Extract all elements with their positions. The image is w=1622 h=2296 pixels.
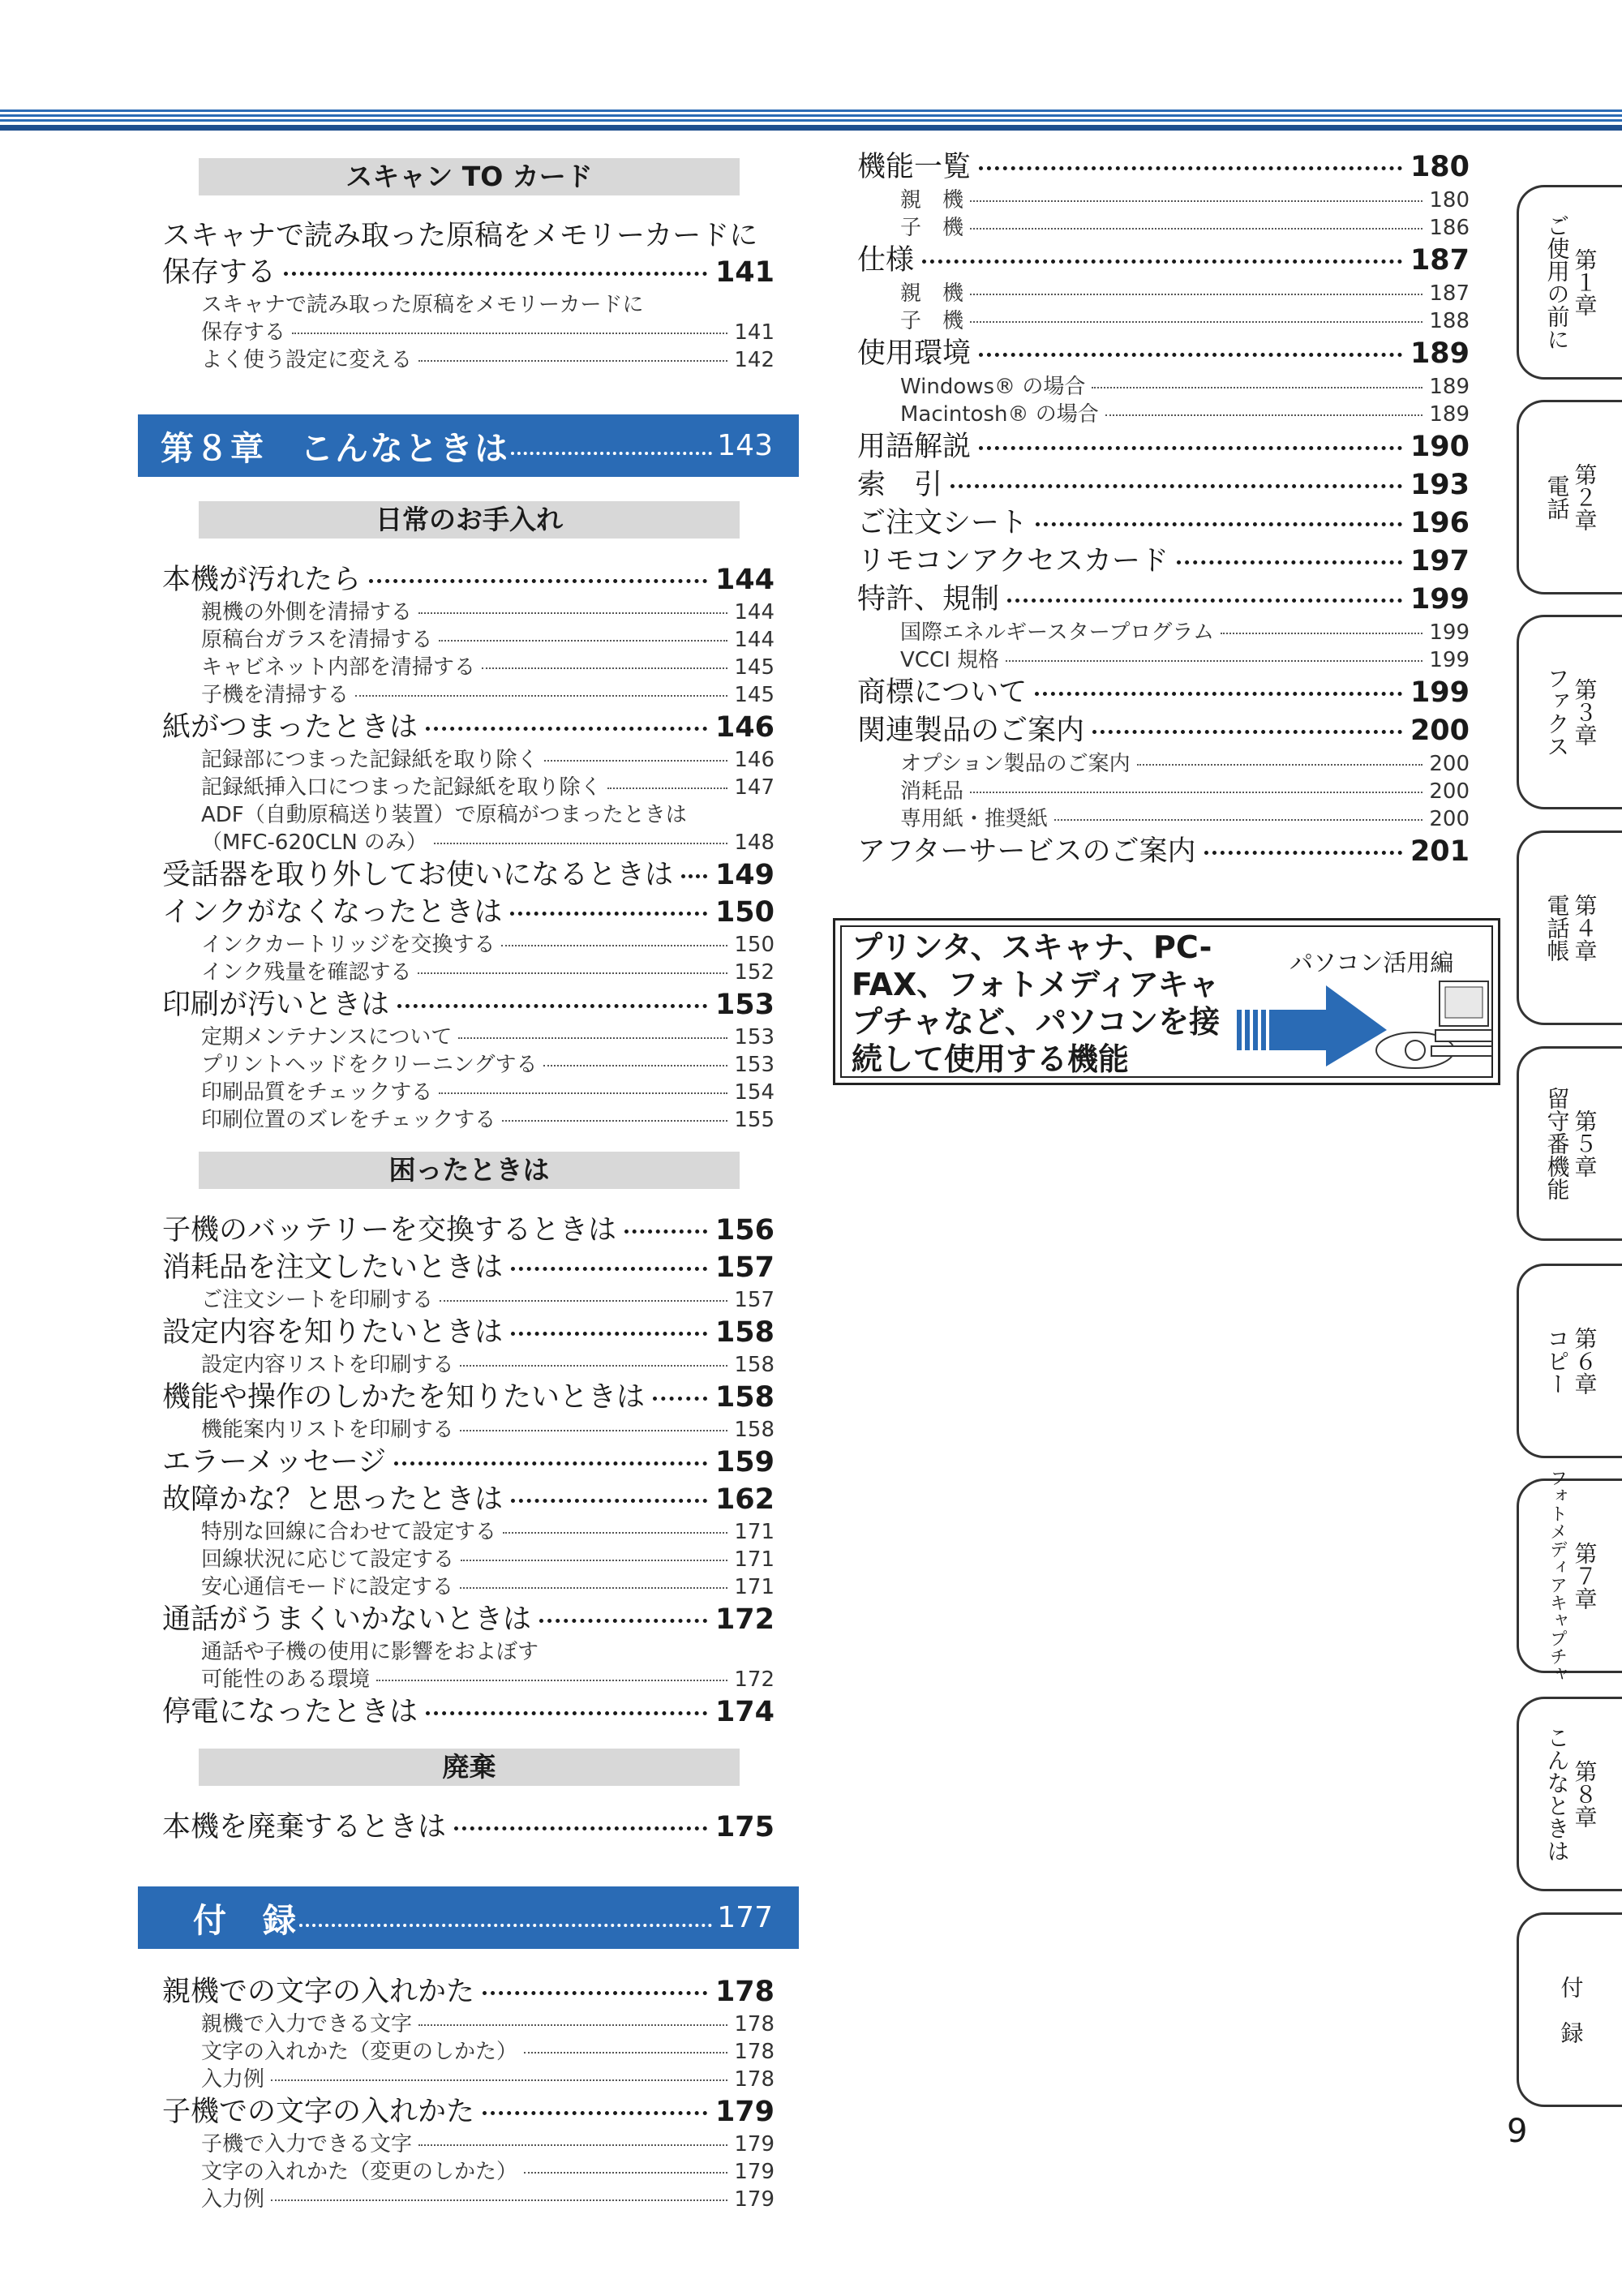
toc-entry[interactable]: 機能や操作のしかたを知りたいときは 158 [162,1381,775,1414]
page-number: 9 [1507,2113,1528,2150]
pc-guide-box [833,918,1500,1085]
toc-subentry[interactable]: （MFC-620CLN のみ） 148 [201,830,775,855]
toc-subentry[interactable]: インク残量を確認する 152 [201,960,775,985]
toc-subentry[interactable]: 原稿台ガラスを清掃する 144 [201,628,775,652]
pc-guide-text: プリンタ、スキャナ、PC- FAX、フォトメディアキャ プチャなど、パソコンを接 続して使用する機能 [852,929,1221,1077]
toc-subentry[interactable]: 機能案内リストを印刷する 158 [201,1418,775,1442]
toc-entry-line[interactable]: スキャナで読み取った原稿をメモリーカードに [162,220,758,252]
toc-entry[interactable]: 商標について 199 [857,676,1470,709]
toc-subentry[interactable]: 定期メンテナンスについて 153 [201,1025,775,1049]
toc-entry[interactable]: 関連製品のご案内 200 [857,715,1470,747]
toc-entry[interactable]: 本機が汚れたら 144 [162,564,775,596]
toc-subentry[interactable]: よく使う設定に変える 142 [201,348,775,372]
pc-guide-label: パソコン活用編 [1289,949,1454,976]
toc-subentry[interactable]: VCCI 規格 199 [900,648,1470,672]
toc-entry[interactable]: 印刷が汚いときは 153 [162,989,775,1021]
toc-subentry[interactable]: 子機を清掃する 145 [201,683,775,707]
section-header-scan-to-card: スキャン TO カード [199,158,740,195]
toc-subentry[interactable]: 印刷位置のズレをチェックする 155 [201,1108,775,1132]
toc-subentry[interactable]: オプション製品のご案内 200 [900,752,1470,776]
toc-subentry[interactable]: 子 機 188 [900,309,1470,333]
toc-entry[interactable]: 使用環境 189 [857,337,1470,370]
toc-subentry[interactable]: ご注文シートを印刷する 157 [201,1288,775,1312]
toc-subentry-line[interactable]: 通話や子機の使用に影響をおよぼす [201,1640,539,1664]
toc-subentry[interactable]: 親機で入力できる文字 178 [201,2012,775,2036]
toc-right-column [857,148,1470,871]
tab-chapter-8[interactable]: 第８章 こんなときは [1517,1697,1622,1891]
toc-subentry[interactable]: 特別な回線に合わせて設定する 171 [201,1520,775,1544]
tab-chapter-6[interactable]: 第６章 コピー [1517,1264,1622,1458]
toc-left-column [138,158,799,2213]
toc-entry[interactable]: 本機を廃棄するときは 175 [162,1811,775,1843]
toc-subentry[interactable]: 保存する 141 [201,320,775,345]
tab-chapter-2[interactable]: 第２章 電話 [1517,400,1622,594]
toc-entry[interactable]: 子機での文字の入れかた 179 [162,2096,775,2128]
toc-subentry[interactable]: 親 機 187 [900,281,1470,306]
toc-entry[interactable]: 親機での文字の入れかた 178 [162,1976,775,2008]
toc-entry[interactable]: 設定内容を知りたいときは 158 [162,1316,775,1349]
toc-subentry[interactable]: インクカートリッジを交換する 150 [201,933,775,957]
section-header-daily-care: 日常のお手入れ [199,501,740,539]
tab-chapter-7[interactable]: 第７章 フォトメディアキャプチャ [1517,1478,1622,1673]
toc-entry[interactable]: 仕様 187 [857,244,1470,277]
tab-chapter-1[interactable]: 第１章 ご使用の前に [1517,185,1622,380]
appendix-bar[interactable]: 付 録 177 [138,1886,799,1949]
toc-subentry[interactable]: 入力例 179 [201,2187,775,2212]
toc-entry[interactable]: ご注文シート 196 [857,507,1470,539]
toc-subentry[interactable]: Windows® の場合 189 [900,375,1470,399]
toc-entry[interactable]: エラーメッセージ 159 [162,1446,775,1478]
toc-subentry[interactable]: 国際エネルギースタープログラム 199 [900,620,1470,645]
toc-entry[interactable]: 保存する 141 [162,256,775,289]
toc-subentry[interactable]: 消耗品 200 [900,779,1470,804]
toc-subentry[interactable]: 文字の入れかた（変更のしかた） 178 [201,2040,775,2064]
toc-subentry[interactable]: 子 機 186 [900,216,1470,240]
toc-subentry[interactable]: 回線状況に応じて設定する 171 [201,1547,775,1572]
toc-subentry[interactable]: プリントヘッドをクリーニングする 153 [201,1053,775,1077]
toc-subentry-line[interactable]: スキャナで読み取った原稿をメモリーカードに [201,293,644,317]
toc-entry[interactable]: 停電になったときは 174 [162,1696,775,1728]
toc-subentry[interactable]: 設定内容リストを印刷する 158 [201,1353,775,1377]
computer-icon [1371,969,1492,1075]
toc-entry[interactable]: 子機のバッテリーを交換するときは 156 [162,1214,775,1247]
chapter-8-bar[interactable]: 第８章 こんなときは 143 [138,414,799,477]
toc-subentry[interactable]: 印刷品質をチェックする 154 [201,1080,775,1105]
toc-subentry[interactable]: 親機の外側を清掃する 144 [201,600,775,624]
toc-subentry[interactable]: 専用紙・推奨紙 200 [900,807,1470,831]
toc-subentry[interactable]: 記録部につまった記録紙を取り除く 146 [201,748,775,772]
toc-entry[interactable]: アフターサービスのご案内 201 [857,835,1470,868]
toc-subentry[interactable]: 記録紙挿入口につまった記録紙を取り除く 147 [201,775,775,800]
toc-entry[interactable]: 索 引 193 [857,469,1470,501]
toc-entry[interactable]: 故障かな？と思ったときは 162 [162,1483,775,1516]
header-rule [0,109,1622,131]
tab-chapter-3[interactable]: 第３章 ファクス [1517,615,1622,809]
toc-subentry[interactable]: 親 機 180 [900,188,1470,212]
tab-appendix[interactable]: 付 録 [1517,1912,1622,2107]
toc-subentry[interactable]: 入力例 178 [201,2067,775,2092]
toc-subentry-line[interactable]: ADF（自動原稿送り装置）で原稿がつまったときは [201,803,687,827]
section-header-trouble: 困ったときは [199,1152,740,1189]
toc-subentry[interactable]: Macintosh® の場合 189 [900,402,1470,427]
toc-entry[interactable]: 用語解説 190 [857,431,1470,463]
tab-chapter-4[interactable]: 第４章 電話帳 [1517,830,1622,1025]
toc-subentry[interactable]: キャビネット内部を清掃する 145 [201,655,775,680]
toc-entry[interactable]: 紙がつまったときは 146 [162,711,775,744]
toc-entry[interactable]: 通話がうまくいかないときは 172 [162,1603,775,1636]
toc-entry[interactable]: 受話器を取り外してお使いになるときは 149 [162,859,775,891]
toc-entry[interactable]: 特許、規制 199 [857,583,1470,616]
toc-subentry[interactable]: 文字の入れかた（変更のしかた） 179 [201,2160,775,2184]
toc-entry[interactable]: インクがなくなったときは 150 [162,896,775,929]
section-header-disposal: 廃棄 [199,1749,740,1786]
toc-entry[interactable]: リモコンアクセスカード 197 [857,545,1470,577]
tab-chapter-5[interactable]: 第５章 留守番機能 [1517,1046,1622,1241]
toc-entry[interactable]: 機能一覧 180 [857,151,1470,183]
toc-subentry[interactable]: 可能性のある環境 172 [201,1667,775,1692]
toc-entry[interactable]: 消耗品を注文したいときは 157 [162,1251,775,1284]
toc-subentry[interactable]: 安心通信モードに設定する 171 [201,1575,775,1599]
toc-subentry[interactable]: 子機で入力できる文字 179 [201,2132,775,2157]
